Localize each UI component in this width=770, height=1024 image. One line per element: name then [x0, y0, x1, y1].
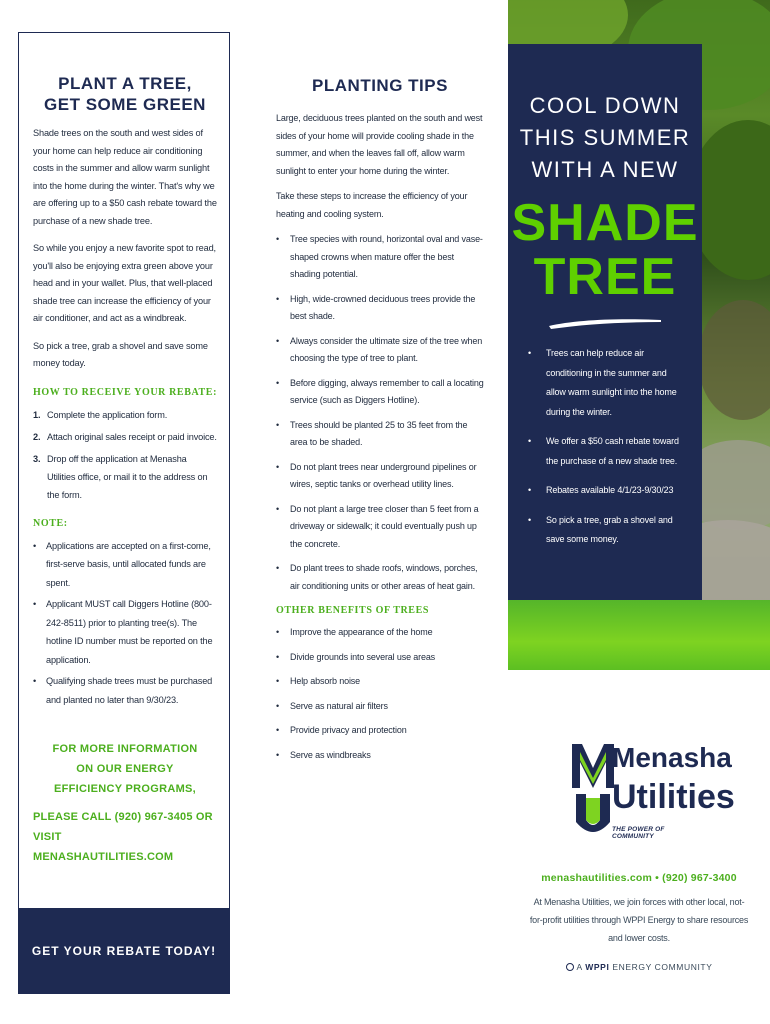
benefit-item: • Help absorb noise	[276, 673, 484, 691]
rebate-steps	[33, 406, 217, 504]
notes-list	[33, 537, 217, 710]
tip-item: • Trees should be planted 25 to 35 feet from the area to be shaded.	[276, 417, 484, 452]
pick-tree-paragraph: So pick a tree, grab a shovel and save some money today.	[33, 340, 208, 368]
middle-panel	[262, 0, 484, 1024]
benefits-list	[276, 624, 484, 764]
grass-band	[508, 600, 770, 670]
benefits-heading: OTHER BENEFITS OF TREES	[276, 605, 430, 616]
website-link[interactable]: menashautilities.com	[541, 872, 653, 884]
menasha-logo	[568, 738, 735, 842]
left-heading: PLANT A TREE, GET SOME GREEN	[44, 74, 206, 114]
tip-item: • Do not plant a large tree closer than 5 feet from a driveway or sidewalk; it could eventually push up the concrete.	[276, 501, 484, 554]
tip-item: • Do plant trees to shade roofs, windows, porches, air conditioning units or other areas of heat gain.	[276, 560, 484, 595]
intro-paragraph: Shade trees on the south and west sides of your home can help reduce air conditioning costs in the summer and allow warm sunlight into the home during the winter. That's why we are offering up to a $50 cash rebate toward the purchase of a new shade tree.	[33, 128, 217, 226]
left-panel	[18, 32, 230, 994]
rebate-step: 1. Complete the application form.	[33, 409, 168, 420]
rebate-footer-band	[18, 908, 230, 994]
cool-down-box	[508, 44, 702, 600]
note-item: • Applicant MUST call Diggers Hotline (800-242-8511) prior to planting tree(s). The hotline ID number must be reported on the application.	[33, 595, 217, 669]
tips-steps-paragraph: Take these steps to increase the efficiency of your heating and cooling system.	[276, 191, 468, 219]
logo-word-utilities: Utilities	[612, 778, 735, 816]
benefit-item: • Serve as natural air filters	[276, 698, 484, 716]
shade-tree-heading: SHADE TREE	[511, 194, 699, 306]
swoosh-icon	[545, 316, 665, 330]
tip-item: • Do not plant trees near underground pipelines or wires, septic tanks or overhead utility lines.	[276, 459, 484, 494]
community-circle-icon	[566, 963, 574, 971]
benefit-item: • Divide grounds into several use areas	[276, 649, 484, 667]
separator-dot: •	[655, 872, 663, 884]
right-bullets	[528, 344, 688, 550]
note-item: • Qualifying shade trees must be purchased and planted no later than 9/30/23.	[33, 672, 217, 709]
tip-item: • Before digging, always remember to call a locating service (such as Diggers Hotline).	[276, 375, 484, 410]
rebate-footer-text: GET YOUR REBATE TODAY!	[31, 944, 217, 958]
right-bullet-item: • Rebates available 4/1/23-9/30/23	[528, 481, 688, 501]
benefit-item: • Provide privacy and protection	[276, 722, 484, 740]
tip-item: • Tree species with round, horizontal oval and vase-shaped crowns when mature offer the best shading potential.	[276, 231, 484, 284]
contact-line	[508, 872, 770, 884]
planting-tips-heading: PLANTING TIPS	[312, 76, 448, 95]
tip-item: • Always consider the ultimate size of the tree when choosing the type of tree to plant.	[276, 333, 484, 368]
tips-intro-paragraph: Large, deciduous trees planted on the south and west sides of your home will provide cooling shade in the summer, and when the leaves fall off, allow warm sunlight to enter your home during the winter.	[276, 113, 483, 176]
right-panel	[508, 0, 770, 1024]
tip-item: • High, wide-crowned deciduous trees provide the best shade.	[276, 291, 484, 326]
wppi-community: A WPPI ENERGY COMMUNITY	[508, 962, 770, 972]
phone-number: (920) 967-3400	[662, 872, 737, 884]
wallet-paragraph: So while you enjoy a new favorite spot to read, you'll also be enjoying extra green above your head and in your wallet. Plus, that well-placed shade tree can increase the efficiency of your air conditioner, and act as a windbreak.	[33, 243, 216, 323]
note-item: • Applications are accepted on a first-come, first-serve basis, until allocated funds are spent.	[33, 537, 217, 593]
rebate-heading: HOW TO RECEIVE YOUR REBATE:	[33, 386, 218, 398]
tips-list	[276, 231, 484, 595]
right-bullet-item: • So pick a tree, grab a shovel and save some money.	[528, 511, 688, 550]
join-text: At Menasha Utilities, we join forces with other local, not-for-profit utilities through WPPI Energy to share resources and lower costs.	[529, 897, 749, 943]
right-bullet-item: • Trees can help reduce air conditioning in the summer and allow warm sunlight into the home during the winter.	[528, 344, 688, 422]
right-bullet-item: • We offer a $50 cash rebate toward the purchase of a new shade tree.	[528, 432, 688, 471]
rebate-step: 2. Attach original sales receipt or paid invoice.	[33, 431, 217, 442]
mu-monogram-icon	[568, 738, 618, 838]
logo-tagline: THE POWER OF COMMUNITY	[612, 826, 665, 840]
rebate-step: 3. Drop off the application at Menasha Utilities office, or mail it to the address on the form.	[33, 453, 208, 500]
benefit-item: • Improve the appearance of the home	[276, 624, 484, 642]
note-heading: NOTE:	[33, 517, 68, 529]
more-info-text: FOR MORE INFORMATION ON OUR ENERGY EFFICIENCY PROGRAMS,	[52, 743, 198, 795]
logo-word-menasha: Menasha	[612, 742, 732, 773]
call-text: PLEASE CALL (920) 967-3405 OR VISIT MENASHAUTILITIES.COM	[33, 811, 213, 863]
cool-down-heading: COOL DOWN THIS SUMMER WITH A NEW	[519, 93, 691, 182]
benefit-item: • Serve as windbreaks	[276, 747, 484, 765]
